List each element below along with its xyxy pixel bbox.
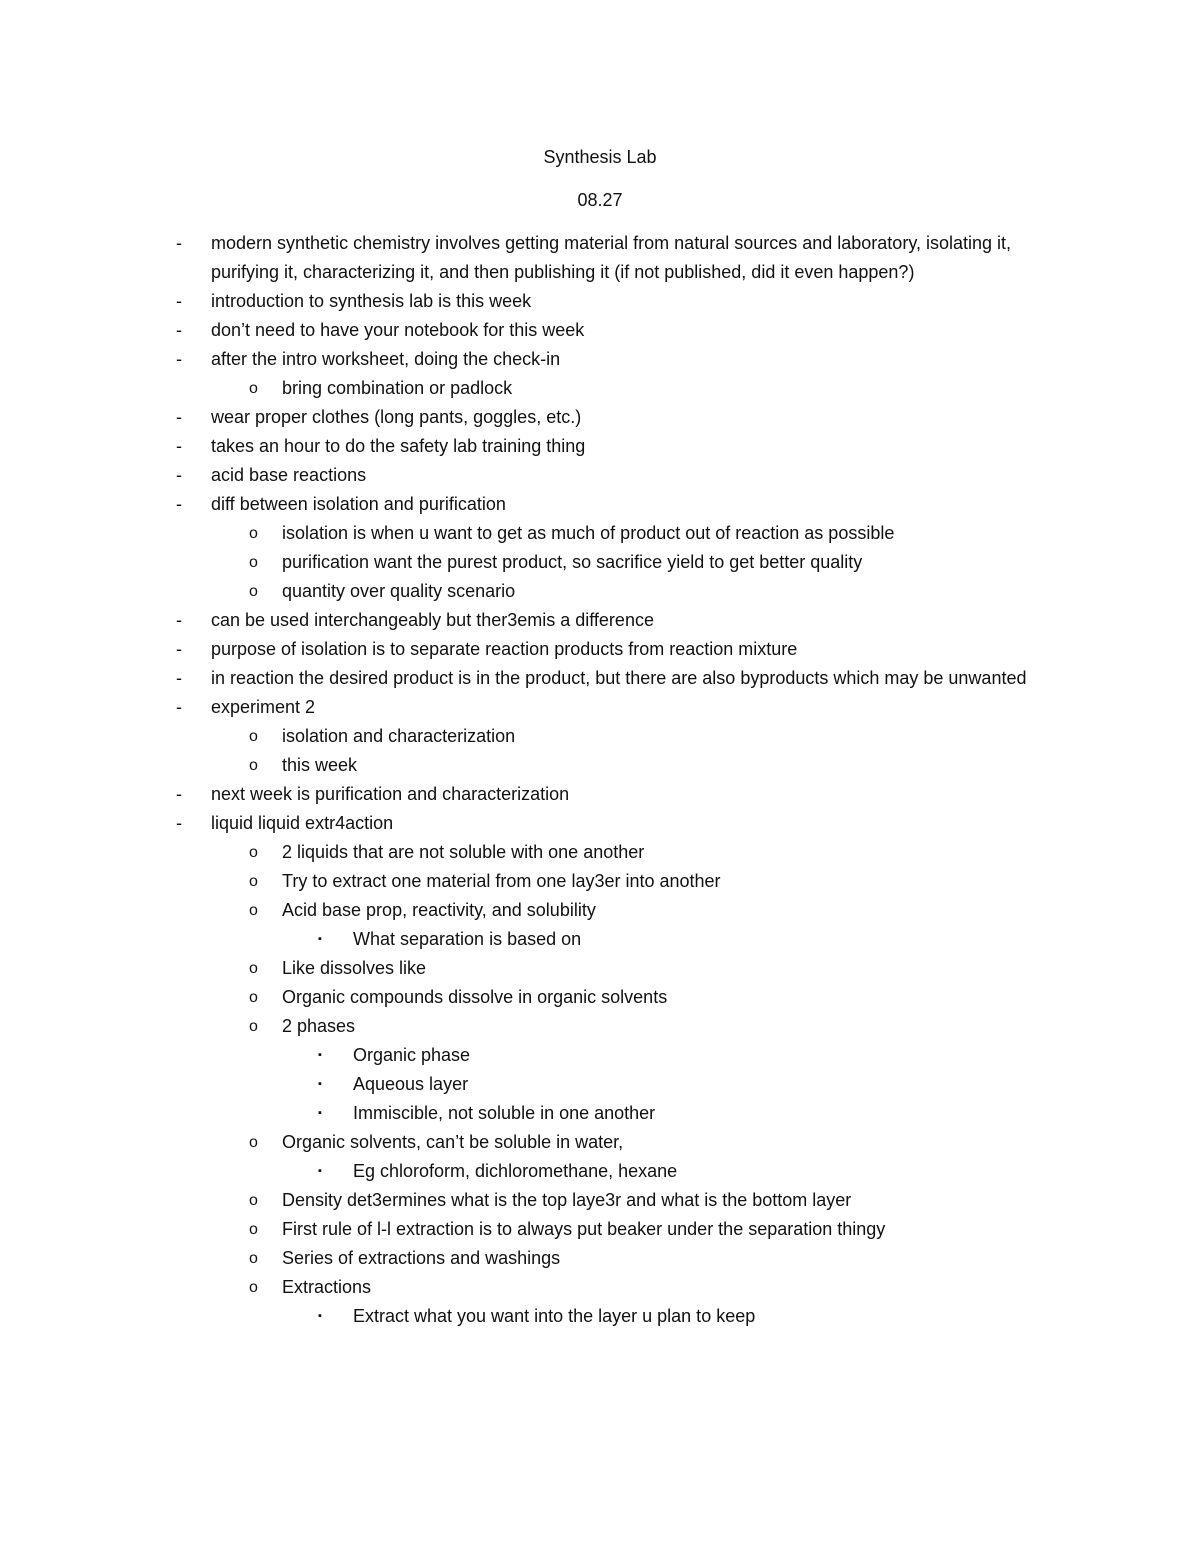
note-item-level-0 [0, 345, 1031, 374]
note-text: can be used interchangeably but ther3emis a difference [211, 610, 654, 630]
note-item-level-1 [0, 374, 1042, 403]
note-text: don’t need to have your notebook for this week [211, 320, 585, 340]
square-bullet-icon: ▪ [318, 1165, 322, 1177]
note-item-level-0 [0, 780, 1031, 809]
note-item-level-1 [0, 867, 1042, 896]
note-text: experiment 2 [211, 697, 316, 717]
circle-bullet-icon: o [249, 1134, 258, 1151]
circle-bullet-icon: o [249, 1279, 258, 1296]
dash-bullet-icon: - [176, 465, 182, 485]
circle-bullet-icon: o [249, 873, 258, 890]
note-item-level-2 [0, 1099, 1053, 1128]
circle-bullet-icon: o [249, 989, 258, 1006]
circle-bullet-icon: o [249, 1250, 258, 1267]
note-item-level-1 [0, 1244, 1042, 1273]
note-item-level-1 [0, 1215, 1042, 1244]
note-text: after the intro worksheet, doing the check-in [211, 349, 561, 369]
square-bullet-icon: ▪ [318, 1107, 322, 1119]
note-text: Aqueous layer [353, 1074, 469, 1094]
note-text: isolation and characterization [282, 726, 516, 746]
dash-bullet-icon: - [176, 349, 182, 369]
note-item-level-2 [0, 925, 1053, 954]
dash-bullet-icon: - [176, 813, 182, 833]
circle-bullet-icon: o [249, 1192, 258, 1209]
page-title: Synthesis Lab [543, 147, 657, 167]
note-item-level-0 [0, 664, 1031, 693]
page-date: 08.27 [577, 190, 623, 210]
circle-bullet-icon: o [249, 380, 258, 397]
note-item-level-2 [0, 1302, 1053, 1331]
note-item-level-1 [0, 954, 1042, 983]
note-text: Series of extractions and washings [282, 1248, 561, 1268]
note-item-level-1 [0, 751, 1042, 780]
circle-bullet-icon: o [249, 844, 258, 861]
note-text: Eg chloroform, dichloromethane, hexane [353, 1161, 678, 1181]
note-item-level-1 [0, 519, 1042, 548]
note-text: Organic solvents, can’t be soluble in water, [282, 1132, 624, 1152]
square-bullet-icon: ▪ [318, 933, 322, 945]
circle-bullet-icon: o [249, 1018, 258, 1035]
note-text: Extractions [282, 1277, 372, 1297]
note-text: liquid liquid extr4action [211, 813, 394, 833]
note-text: purification want the purest product, so sacrifice yield to get better quality [282, 552, 863, 572]
note-item-level-1 [0, 722, 1042, 751]
square-bullet-icon: ▪ [318, 1078, 322, 1090]
note-text: First rule of l-l extraction is to always put beaker under the separation thingy [282, 1219, 886, 1239]
note-text: 2 phases [282, 1016, 356, 1036]
note-text: What separation is based on [353, 929, 582, 949]
note-item-level-1 [0, 1128, 1042, 1157]
note-text: quantity over quality scenario [282, 581, 516, 601]
circle-bullet-icon: o [249, 757, 258, 774]
dash-bullet-icon: - [176, 407, 182, 427]
note-text: Organic phase [353, 1045, 471, 1065]
note-item-level-0 [0, 461, 1031, 490]
dash-bullet-icon: - [176, 784, 182, 804]
dash-bullet-icon: - [176, 668, 182, 688]
note-item-level-0 [0, 287, 1031, 316]
circle-bullet-icon: o [249, 728, 258, 745]
circle-bullet-icon: o [249, 525, 258, 542]
circle-bullet-icon: o [249, 1221, 258, 1238]
square-bullet-icon: ▪ [318, 1049, 322, 1061]
note-item-level-0 [0, 229, 1031, 287]
note-item-level-2 [0, 1041, 1053, 1070]
note-text: takes an hour to do the safety lab training thing [211, 436, 586, 456]
note-item-level-2 [0, 1070, 1053, 1099]
circle-bullet-icon: o [249, 902, 258, 919]
note-item-level-0 [0, 809, 1031, 838]
note-text: wear proper clothes (long pants, goggles, etc.) [211, 407, 582, 427]
note-item-level-1 [0, 896, 1042, 925]
note-item-level-1 [0, 983, 1042, 1012]
note-item-level-0 [0, 432, 1031, 461]
note-text: 2 liquids that are not soluble with one another [282, 842, 645, 862]
circle-bullet-icon: o [249, 554, 258, 571]
note-text: next week is purification and characterization [211, 784, 570, 804]
dash-bullet-icon: - [176, 291, 182, 311]
note-text: this week [282, 755, 358, 775]
dash-bullet-icon: - [176, 233, 182, 253]
circle-bullet-icon: o [249, 583, 258, 600]
note-text: isolation is when u want to get as much of product out of reaction as possible [282, 523, 895, 543]
note-item-level-0 [0, 693, 1031, 722]
note-item-level-1 [0, 1186, 1042, 1215]
dash-bullet-icon: - [176, 436, 182, 456]
square-bullet-icon: ▪ [318, 1310, 322, 1322]
circle-bullet-icon: o [249, 960, 258, 977]
note-item-level-0 [0, 606, 1031, 635]
dash-bullet-icon: - [176, 639, 182, 659]
note-text: modern synthetic chemistry involves getting material from natural sources and laboratory, isolating it, purifying it, characterizing it, and then publishing it (if not published, did it even happen?) [211, 233, 1012, 282]
note-item-level-1 [0, 1012, 1042, 1041]
note-text: Immiscible, not soluble in one another [353, 1103, 656, 1123]
dash-bullet-icon: - [176, 697, 182, 717]
note-text: Extract what you want into the layer u plan to keep [353, 1306, 756, 1326]
dash-bullet-icon: - [176, 494, 182, 514]
note-text: bring combination or padlock [282, 378, 513, 398]
note-item-level-1 [0, 838, 1042, 867]
note-item-level-0 [0, 490, 1031, 519]
note-text: Density det3ermines what is the top laye3r and what is the bottom layer [282, 1190, 852, 1210]
note-text: Try to extract one material from one lay3er into another [282, 871, 721, 891]
dash-bullet-icon: - [176, 320, 182, 340]
note-text: purpose of isolation is to separate reaction products from reaction mixture [211, 639, 798, 659]
note-item-level-2 [0, 1157, 1053, 1186]
note-text: Organic compounds dissolve in organic solvents [282, 987, 668, 1007]
note-text: diff between isolation and purification [211, 494, 506, 514]
note-text: Acid base prop, reactivity, and solubility [282, 900, 596, 920]
note-text: Like dissolves like [282, 958, 427, 978]
note-item-level-0 [0, 635, 1031, 664]
note-item-level-0 [0, 403, 1031, 432]
note-item-level-0 [0, 316, 1031, 345]
notes-list [0, 229, 1200, 1331]
note-item-level-1 [0, 577, 1042, 606]
note-item-level-1 [0, 548, 1042, 577]
note-text: introduction to synthesis lab is this week [211, 291, 532, 311]
note-text: in reaction the desired product is in the product, but there are also byproducts which may be unwanted [211, 668, 1027, 688]
dash-bullet-icon: - [176, 610, 182, 630]
note-text: acid base reactions [211, 465, 367, 485]
note-item-level-1 [0, 1273, 1042, 1302]
